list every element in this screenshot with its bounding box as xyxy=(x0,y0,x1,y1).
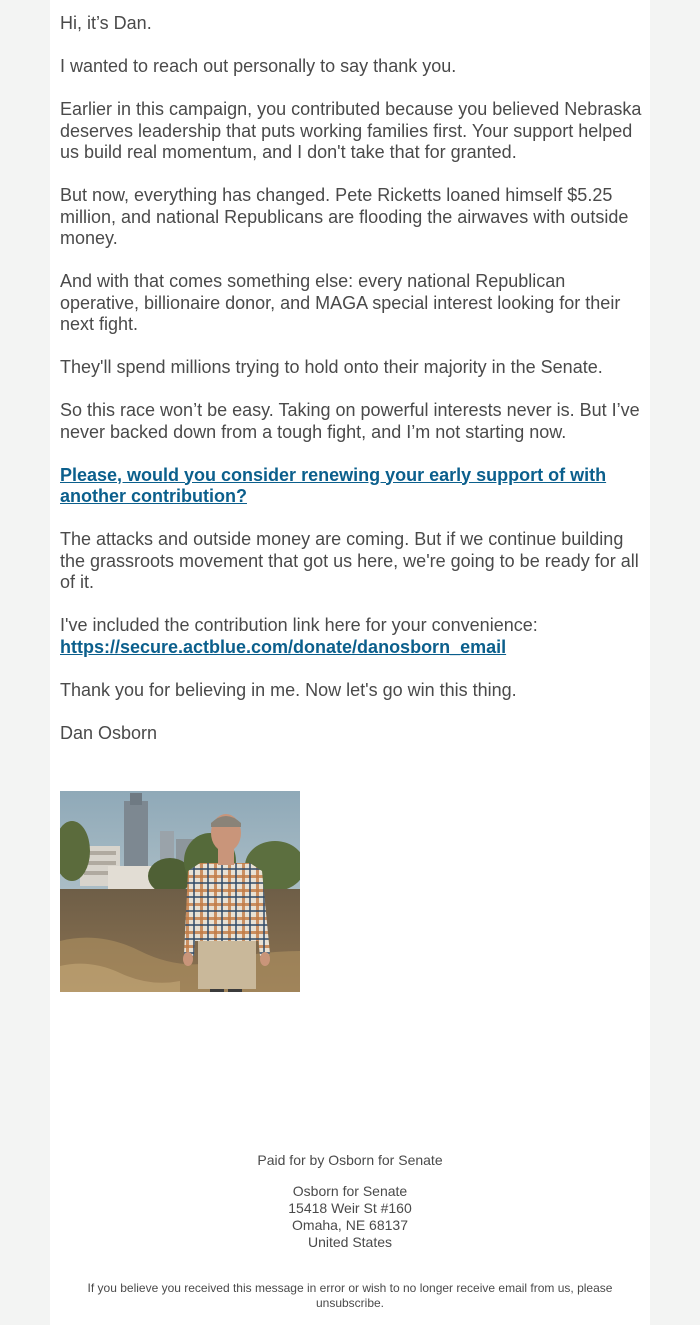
signature: Dan Osborn xyxy=(60,722,158,743)
paragraph: But now, everything has changed. Pete Ricketts loaned himself $5.25 million, and national Republicans are flooding the airwaves with outside money. xyxy=(60,185,629,248)
paragraph: They'll spend millions trying to hold onto their majority in the Senate. xyxy=(60,357,603,377)
donation-link-intro: I've included the contribution link here for your convenience: xyxy=(60,615,538,635)
contribution-cta-link[interactable]: Please, would you consider renewing your early support of with another contribution? xyxy=(60,464,607,506)
donate-url-link[interactable]: https://secure.actblue.com/donate/danosborn_email xyxy=(60,636,507,657)
paid-for-disclaimer: Paid for by Osborn for Senate xyxy=(257,1152,443,1168)
unsubscribe-notice: If you believe you received this message in error or wish to no longer receive email from us, please unsubscribe. xyxy=(87,1281,613,1310)
candidate-photo xyxy=(60,791,300,992)
address-city: Omaha, NE 68137 xyxy=(292,1217,408,1233)
paragraph: Thank you for believing in me. Now let's go win this thing. xyxy=(60,679,517,700)
greeting: Hi, it’s Dan. xyxy=(60,13,152,33)
paragraph: The attacks and outside money are coming. But if we continue building the grassroots movement that got us here, we're going to be ready for all of it. xyxy=(60,529,639,592)
cta-paragraph xyxy=(60,465,642,508)
mailing-address xyxy=(50,1183,650,1251)
paragraph: Earlier in this campaign, you contributed because you believed Nebraska deserves leadership that puts working families first. Your support helped us build real momentum, and I don't take that for granted. xyxy=(60,99,642,162)
email-body xyxy=(50,0,650,1325)
message-content xyxy=(60,13,642,766)
address-country: United States xyxy=(307,1234,393,1250)
address-street: 15418 Weir St #160 xyxy=(288,1200,412,1216)
donation-link-paragraph xyxy=(60,615,642,658)
paragraph: So this race won’t be easy. Taking on powerful interests never is. But I’ve never backed down from a tough fight, and I’m not starting now. xyxy=(60,400,640,442)
paragraph: And with that comes something else: every national Republican operative, billionaire donor, and MAGA special interest looking for their next fight. xyxy=(60,271,621,334)
paragraph: I wanted to reach out personally to say thank you. xyxy=(60,56,457,76)
address-org: Osborn for Senate xyxy=(292,1183,408,1199)
